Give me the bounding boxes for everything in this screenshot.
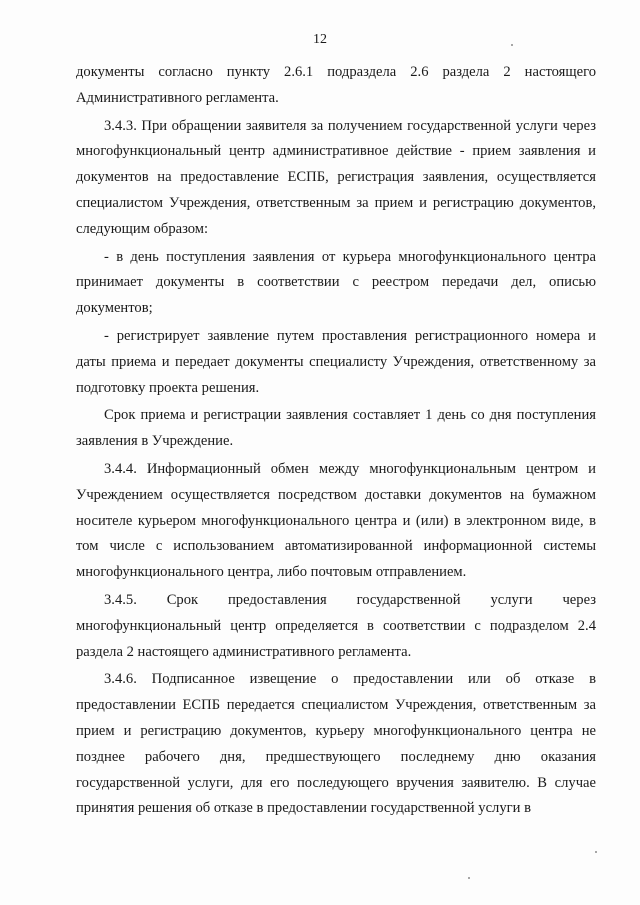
- scan-speck: [595, 851, 597, 853]
- list-item-registration: - регистрирует заявление путем проставления регистрационного номера и даты приема и передает документы специалисту Учреждения, ответственному за подготовку проекта решения.: [76, 327, 596, 396]
- document-body: [76, 60, 596, 822]
- paragraph-term: Срок приема и регистрации заявления составляет 1 день со дня поступления заявления в Учреждение.: [76, 407, 596, 450]
- paragraph-3-4-5: 3.4.5. Срок предоставления государственной услуги через многофункциональный центр определяется в соответствии с подразделом 2.4 раздела 2 настоящего административного регламента.: [76, 591, 596, 660]
- paragraph-3-4-4: 3.4.4. Информационный обмен между многофункциональным центром и Учреждением осуществляется посредством доставки документов на бумажном носителе курьером многофункционального центра и (или) в электронном виде, в том числе с использованием автоматизированной информационной системы многофункционального центра, либо почтовым отправлением.: [76, 460, 596, 581]
- paragraph-3-4-3: 3.4.3. При обращении заявителя за получением государственной услуги через многофункциональный центр административное действие - прием заявления и документов на предоставление ЕСПБ, регистрация заявления, осуществляется специалистом Учреждения, ответственным за прием и регистрацию документов, следующим образом:: [76, 117, 596, 237]
- page-number: 12: [313, 32, 327, 47]
- scan-speck: [511, 44, 513, 46]
- list-item-receipt: - в день поступления заявления от курьера многофункционального центра принимает документы в соответствии с реестром передачи дел, описью документов;: [76, 248, 596, 317]
- paragraph-continuation: документы согласно пункту 2.6.1 подраздела 2.6 раздела 2 настоящего Административного регламента.: [76, 64, 596, 106]
- scan-speck: [468, 877, 470, 879]
- paragraph-3-4-6: 3.4.6. Подписанное извещение о предоставлении или об отказе в предоставлении ЕСПБ передается специалистом Учреждения, ответственным за прием и регистрацию документов, курьеру многофункционального центра не позднее рабочего дня, предшествующего последнему дню оказания государственной услуги, для его последующего вручения заявителю. В случае принятия решения об отказе в предоставлении государственной услуги в: [76, 671, 596, 817]
